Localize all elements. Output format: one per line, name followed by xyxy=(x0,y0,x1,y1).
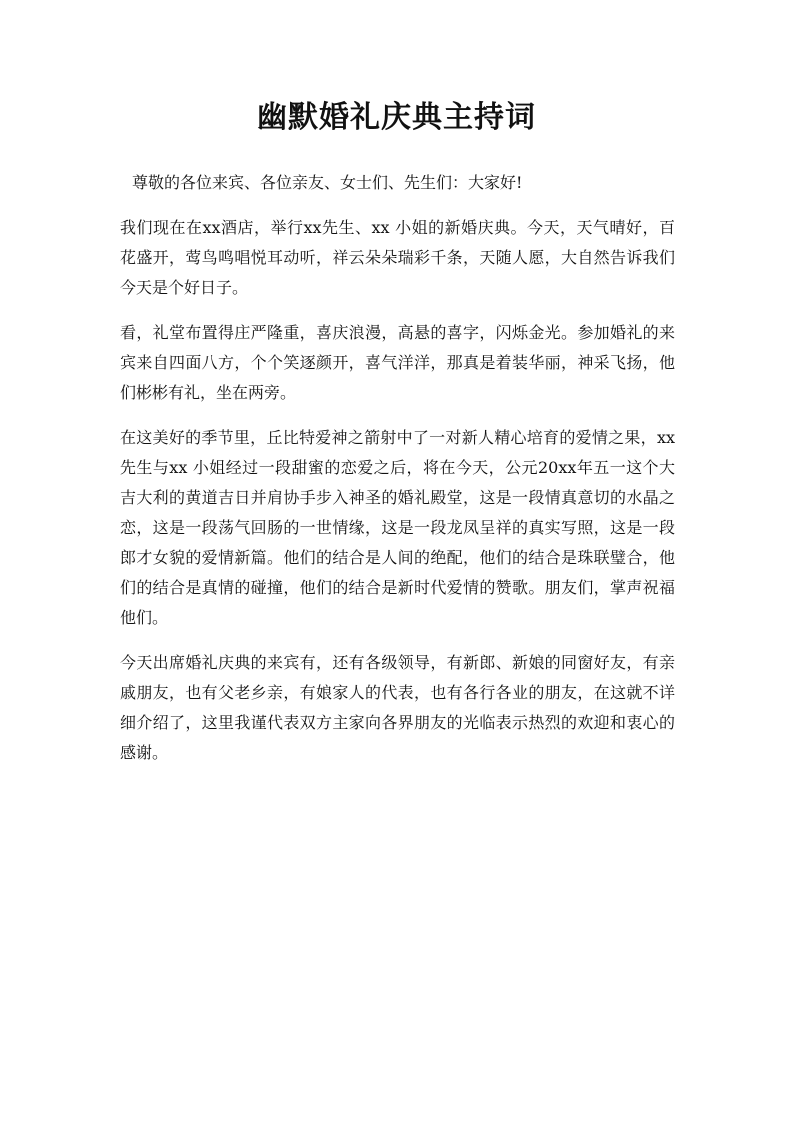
paragraph-couple: 在这美好的季节里，丘比特爱神之箭射中了一对新人精心培育的爱情之果，xx先生与xx 小姐经过一段甜蜜的恋爱之后，将在今天，公元20xx年五一这个大吉大利的黄道吉日并肩协手步入神圣的婚礼殿堂，这是一段情真意切的水晶之恋，这是一段荡气回肠的一世情缘，这是一段龙凤呈祥的真实写照，这是一段郎才女貌的爱情新篇。他们的结合是人间的绝配，他们的结合是珠联璧合，他们的结合是真情的碰撞，他们的结合是新时代爱情的赞歌。朋友们，掌声祝福他们。 xyxy=(120,428,675,627)
paragraph-greeting: 尊敬的各位来宾、各位亲友、女士们、先生们：大家好! xyxy=(132,173,523,192)
document-body xyxy=(120,168,675,783)
paragraph-guests: 今天出席婚礼庆典的来宾有，还有各级领导，有新郎、新娘的同窗好友，有亲戚朋友，也有父老乡亲，有娘家人的代表，也有各行各业的朋友，在这就不详细介绍了，这里我谨代表双方主家向各界朋友的光临表示热烈的欢迎和衷心的感谢。 xyxy=(120,653,675,762)
paragraph-venue: 我们现在在xx酒店，举行xx先生、xx 小姐的新婚庆典。今天，天气晴好，百花盛开，莺鸟鸣唱悦耳动听，祥云朵朵瑞彩千条，天随人愿，大自然告诉我们今天是个好日子。 xyxy=(120,218,675,297)
paragraph-hall: 看，礼堂布置得庄严隆重，喜庆浪漫，高悬的喜字，闪烁金光。参加婚礼的来宾来自四面八方，个个笑逐颜开，喜气洋洋，那真是着装华丽，神采飞扬，他们彬彬有礼，坐在两旁。 xyxy=(120,323,675,402)
document-title: 幽默婚礼庆典主持词 xyxy=(257,100,536,135)
